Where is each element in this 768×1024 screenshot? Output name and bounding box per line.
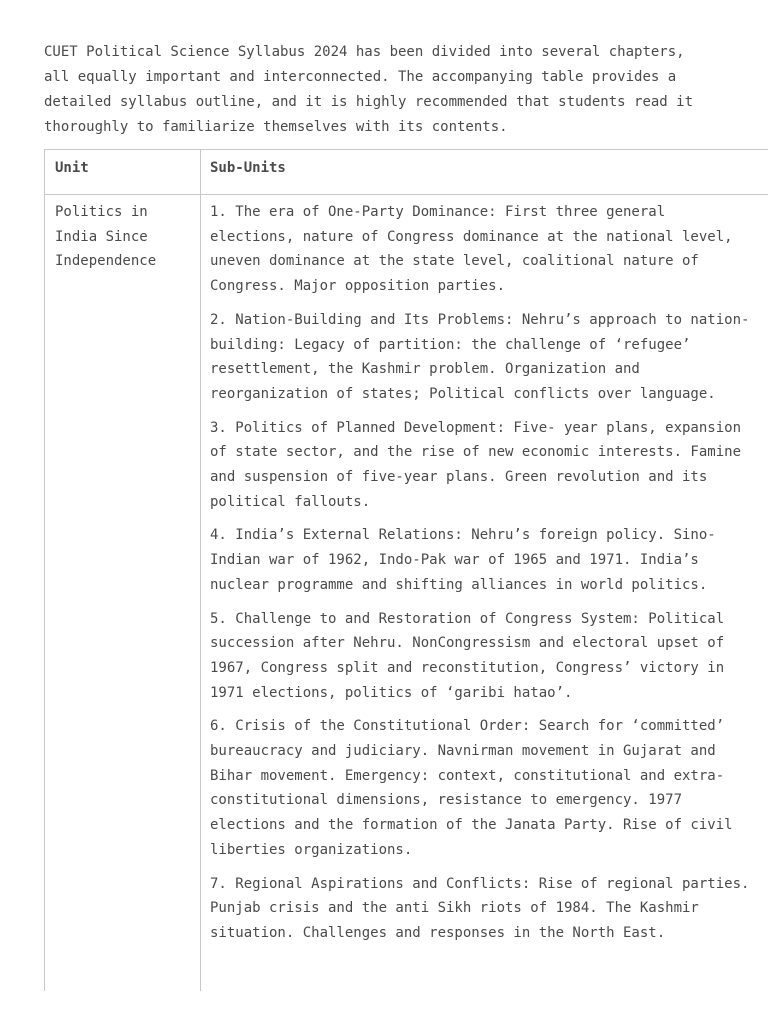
header-divider (45, 194, 768, 195)
sub-unit-item: 5. Challenge to and Restoration of Congress System: Political succession after Nehru. NonCongressism and electoral upset of 1967, Congress split and reconstitution, Congress’ victory in 1971 elections, politics of ‘garibi hatao’. (210, 610, 725, 701)
syllabus-table (44, 149, 768, 991)
sub-unit-item: 1. The era of One-Party Dominance: First three general elections, nature of Congress dominance at the national level, uneven dominance at the state level, coalitional nature of Congress. Major opposition parties. (210, 204, 733, 295)
column-header-unit: Unit (55, 160, 89, 176)
intro-paragraph: CUET Political Science Syllabus 2024 has been divided into several chapters, all equally important and interconnected. The accompanying table provides a detailed syllabus outline, and it is highly recommended that students read it thoroughly to familiarize themselves with its contents. (44, 44, 694, 135)
sub-unit-item: 7. Regional Aspirations and Conflicts: Rise of regional parties. Punjab crisis and the anti Sikh riots of 1984. The Kashmir situation. Challenges and responses in the North East. (210, 875, 750, 941)
sub-units-cell (210, 200, 768, 955)
syllabus-table-container (44, 149, 768, 991)
sub-unit-item: 2. Nation-Building and Its Problems: Nehru’s approach to nation- building: Legacy of partition: the challenge of ‘refugee’ resettlement, the Kashmir problem. Organization and reorganization of states; Political conflicts over language. (210, 311, 750, 402)
column-divider (200, 150, 201, 991)
sub-unit-item: 3. Politics of Planned Development: Five- year plans, expansion of state sector, and the rise of new economic interests. Famine and suspension of five-year plans. Green revolution and its political fallouts. (210, 419, 742, 510)
unit-cell: Politics in India Since Independence (55, 204, 157, 270)
sub-unit-item: 4. India’s External Relations: Nehru’s foreign policy. Sino- Indian war of 1962, Indo-Pak war of 1965 and 1971. India’s nuclear programme and shifting alliances in world politics. (210, 527, 716, 593)
sub-unit-item: 6. Crisis of the Constitutional Order: Search for ‘committed’ bureaucracy and judiciary. Navnirman movement in Gujarat and Bihar movement. Emergency: context, constitutional and extra- constitutional dimensions, resistance to emergency. 1977 elections and the formation of the Janata Party. Rise of civil liberties organizations. (210, 718, 733, 858)
column-header-sub-units: Sub-Units (210, 160, 286, 176)
